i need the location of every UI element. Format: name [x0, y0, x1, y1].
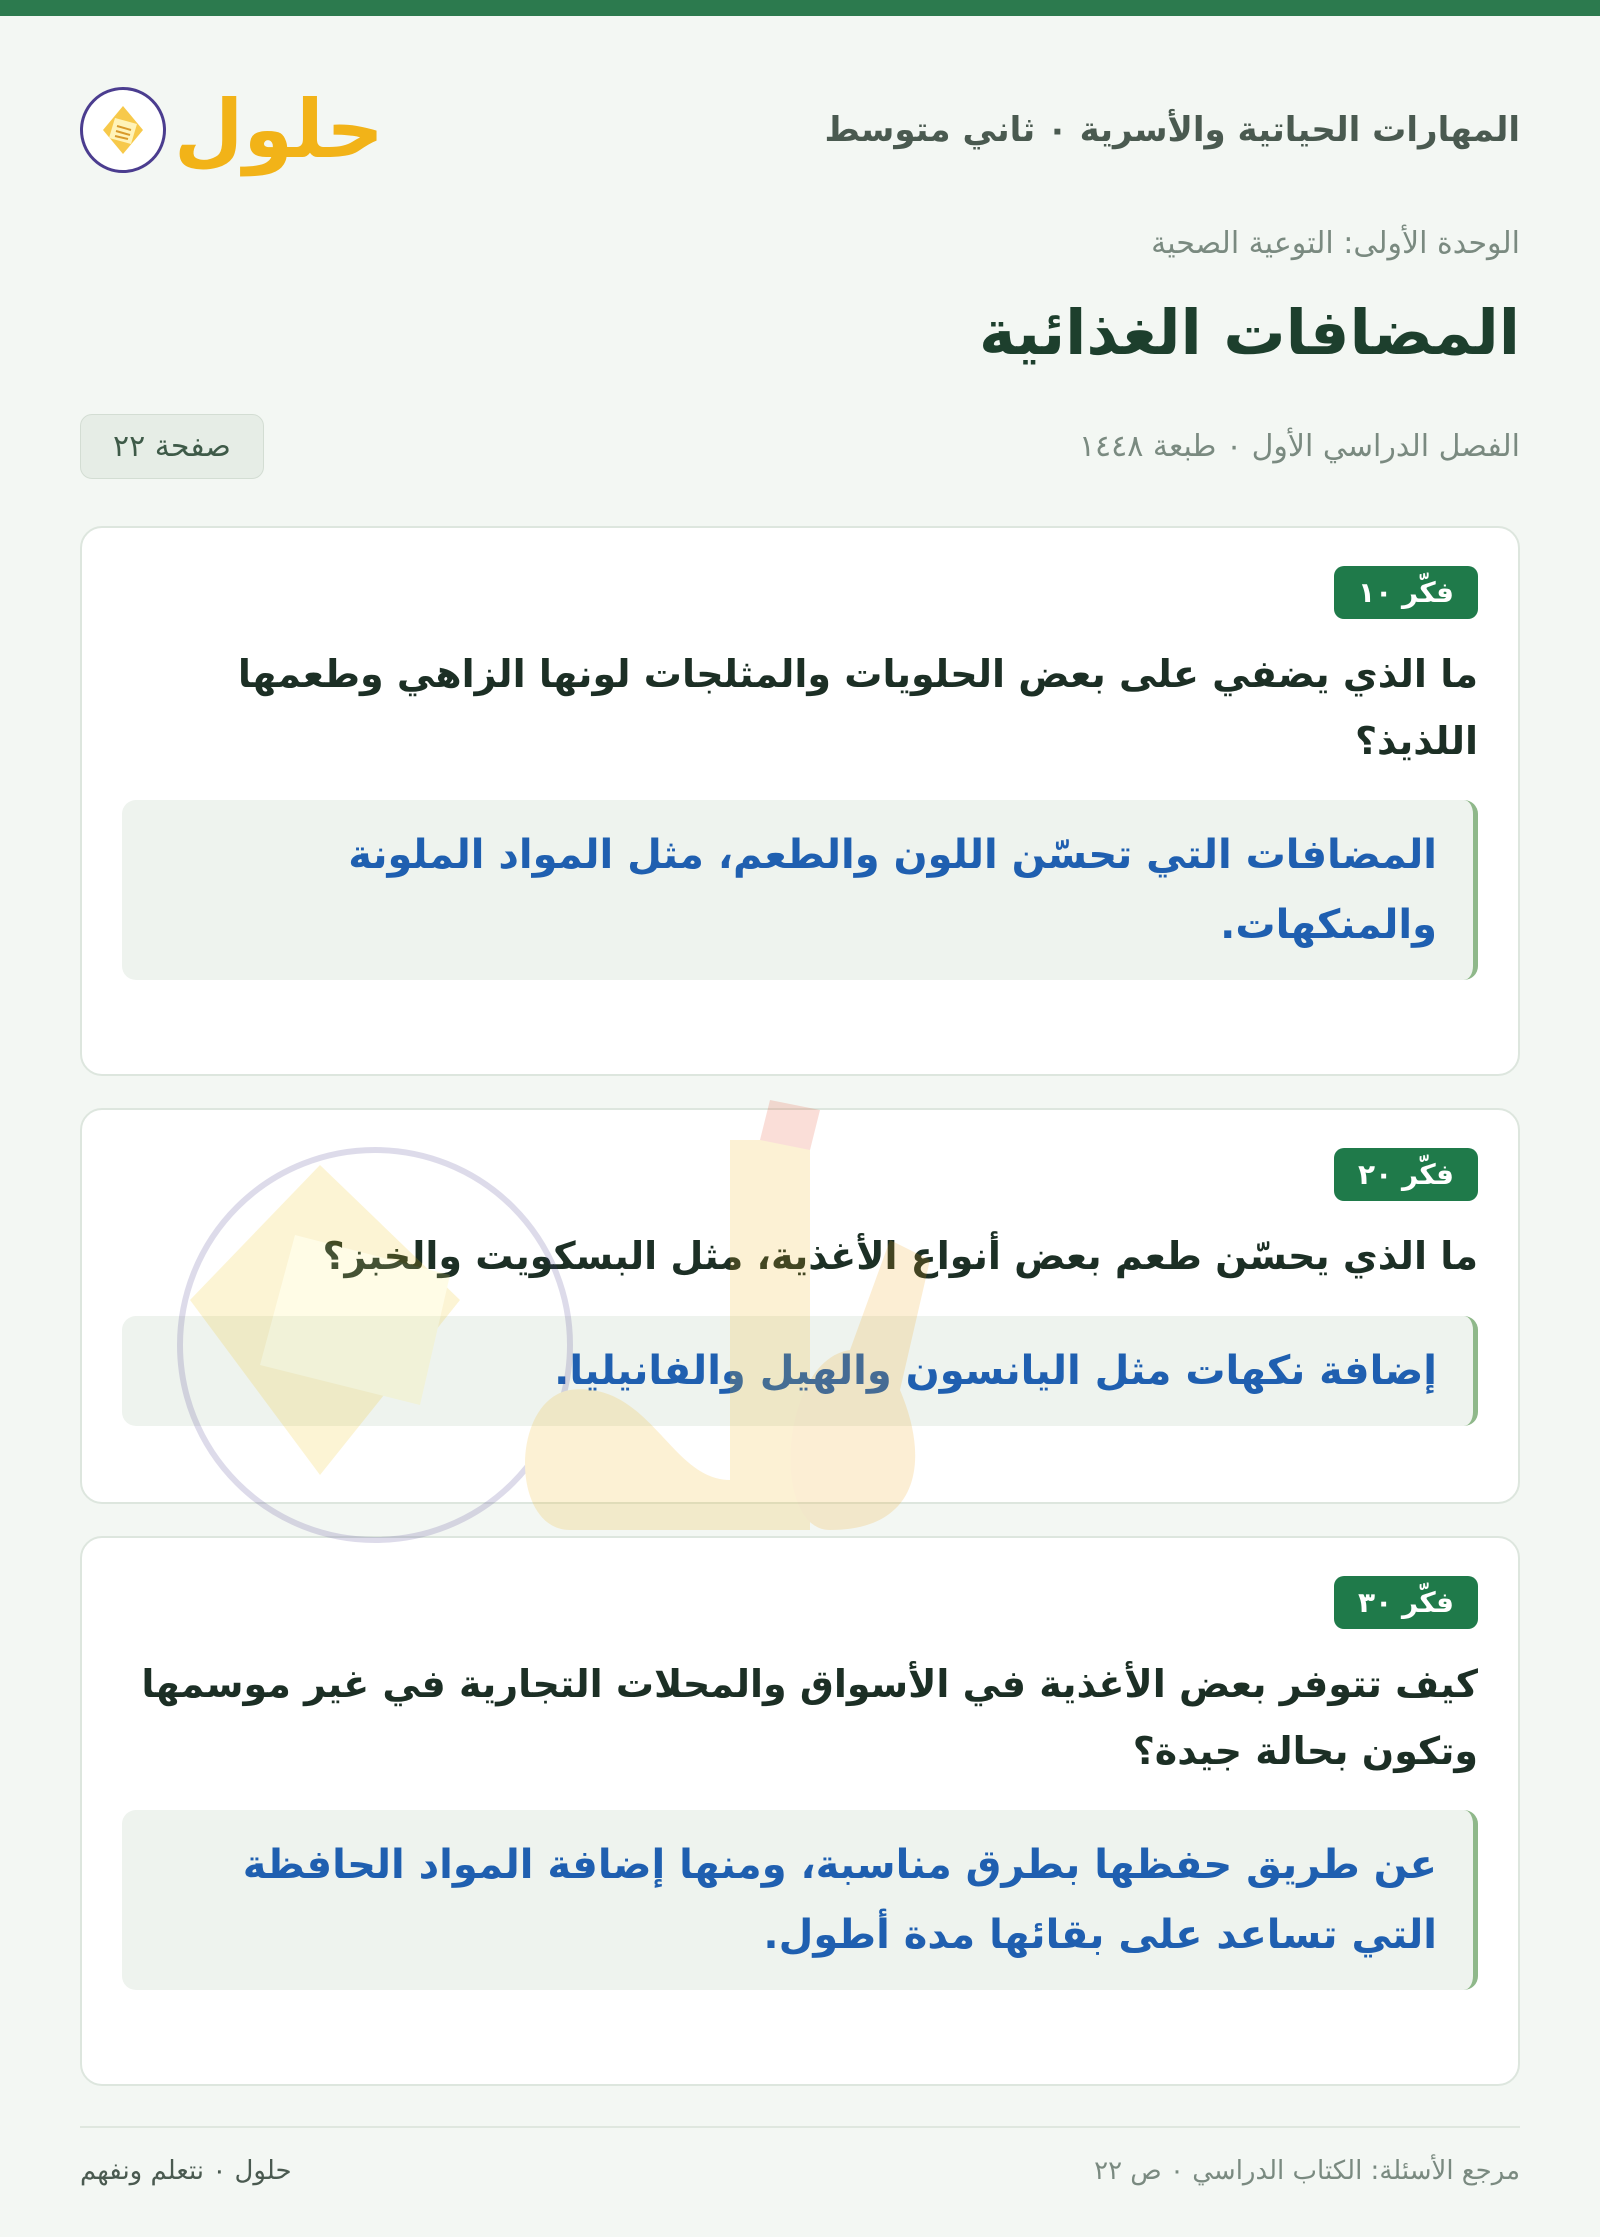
answer-box: عن طريق حفظها بطرق مناسبة، ومنها إضافة المواد الحافظة التي تساعد على بقائها مدة أطول. [122, 1810, 1478, 1990]
question-label-badge: فكّر ٣٠ [1334, 1576, 1478, 1629]
top-accent-bar [0, 0, 1600, 16]
meta-row [80, 410, 1520, 482]
footer-divider [80, 2126, 1520, 2128]
question-text: ما الذي يحسّن طعم بعض أنواع الأغذية، مثل البسكويت والخبز؟ [322, 1234, 1478, 1278]
logo-text: حلول [174, 83, 384, 176]
question-text: كيف تتوفر بعض الأغذية في الأسواق والمحلات التجارية في غير موسمها وتكون بحالة جيدة؟ [141, 1662, 1478, 1773]
unit-label: الوحدة الأولى: التوعية الصحية [1151, 226, 1520, 261]
question-card [80, 526, 1520, 1076]
subject-title: المهارات الحياتية والأسرية ٠ ثاني متوسط [824, 110, 1520, 150]
header [80, 70, 1520, 190]
question-label-badge: فكّر ٢٠ [1334, 1148, 1478, 1201]
logo [80, 83, 384, 176]
question-card [80, 1108, 1520, 1504]
question-label-badge: فكّر ١٠ [1334, 566, 1478, 619]
lesson-title: المضافات الغذائية [978, 296, 1520, 369]
footer-reference: مرجع الأسئلة: الكتاب الدراسي ٠ ص ٢٢ [1094, 2156, 1520, 2186]
question-text: ما الذي يضفي على بعض الحلويات والمثلجات لونها الزاهي وطعمها اللذيذ؟ [237, 652, 1478, 763]
logo-book-icon [80, 87, 166, 173]
answer-box: إضافة نكهات مثل اليانسون والهيل والفانيليا. [122, 1316, 1478, 1426]
answer-box: المضافات التي تحسّن اللون والطعم، مثل المواد الملونة والمنكهات. [122, 800, 1478, 980]
footer [80, 2156, 1520, 2186]
question-card [80, 1536, 1520, 2086]
semester-info: الفصل الدراسي الأول ٠ طبعة ١٤٤٨ [1078, 428, 1520, 464]
footer-brand: حلول ٠ نتعلم ونفهم [80, 2156, 292, 2186]
page-number-badge: صفحة ٢٢ [80, 414, 264, 479]
